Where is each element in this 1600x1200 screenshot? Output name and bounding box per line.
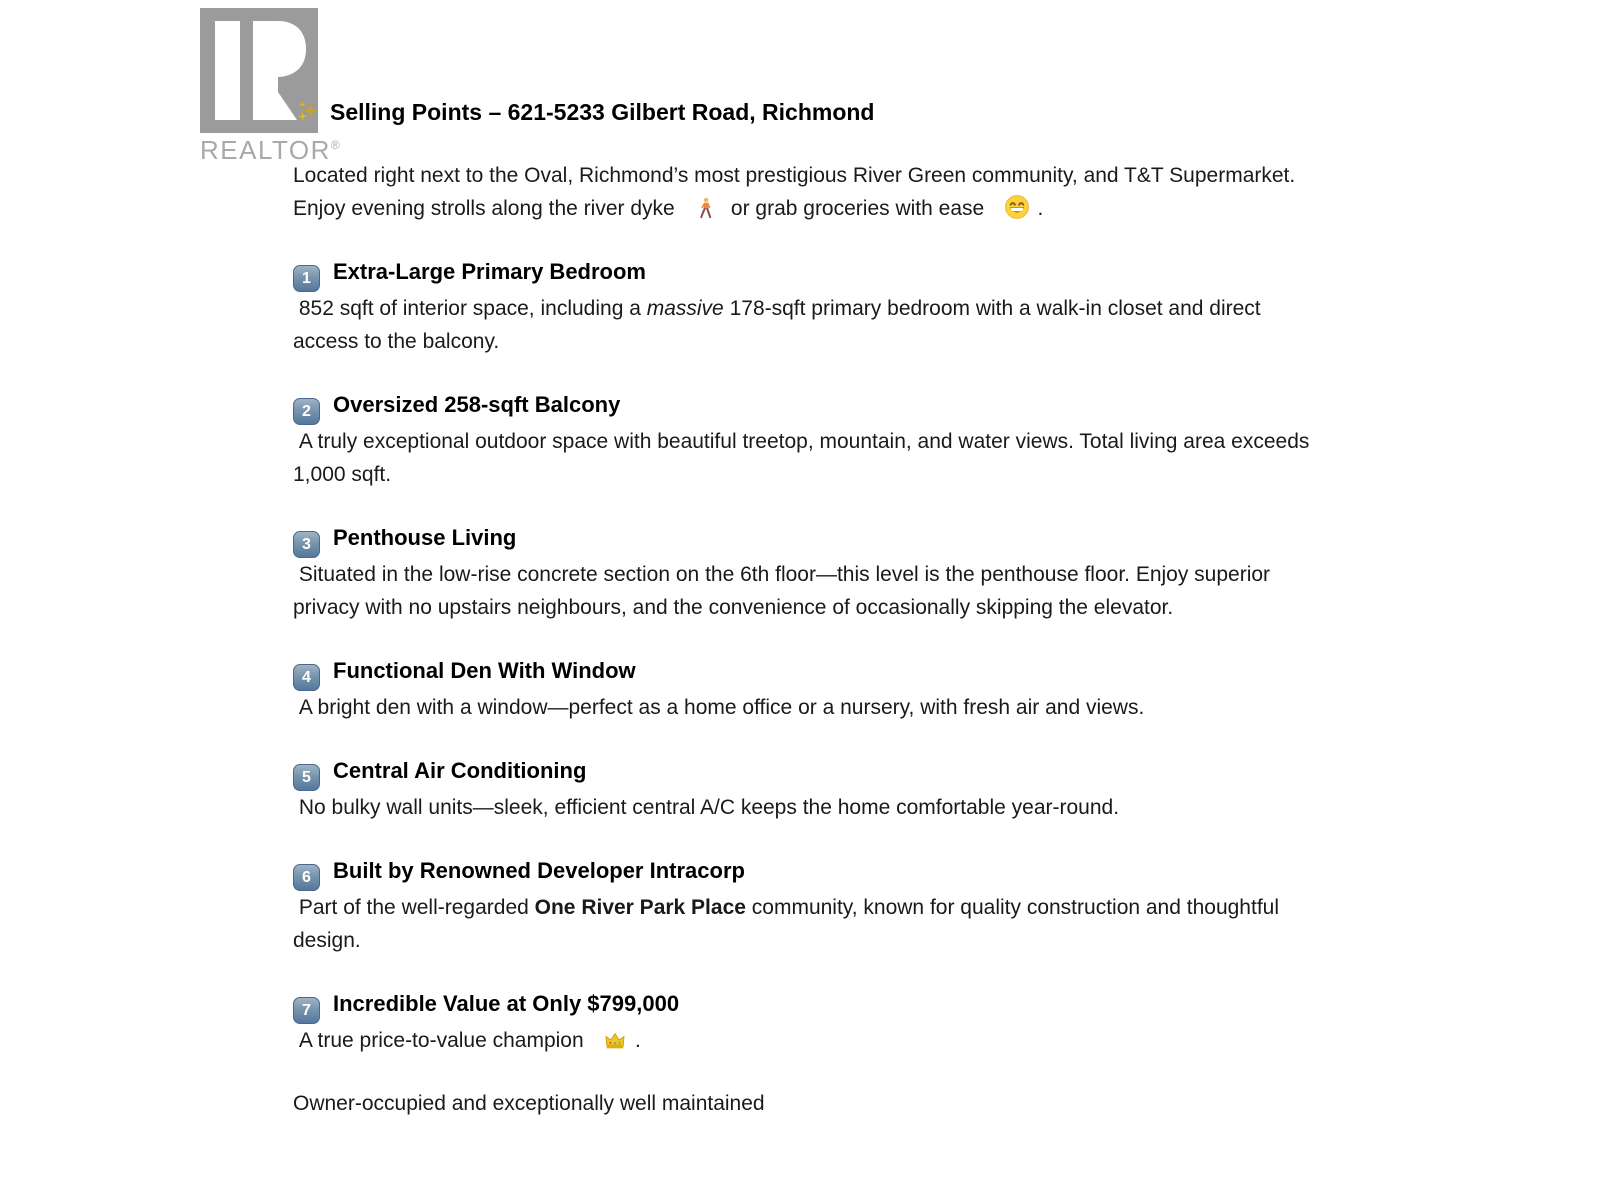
text-run: One River Park Place (534, 896, 746, 919)
selling-points-list (293, 255, 1318, 1057)
selling-point-heading (293, 854, 1318, 891)
keycap-number: 5 (302, 769, 311, 786)
intro-paragraph (293, 159, 1318, 225)
selling-point-section (293, 754, 1318, 824)
page-title (293, 96, 1318, 129)
selling-point-section (293, 854, 1318, 957)
crown-icon (592, 1028, 628, 1052)
number-keycap-icon (293, 864, 320, 891)
registered-trademark-symbol: ® (330, 138, 342, 152)
text-run: . (1031, 197, 1044, 220)
selling-point-title: Oversized 258-sqft Balcony (333, 392, 621, 417)
selling-point-heading (293, 754, 1318, 791)
selling-point-heading (293, 255, 1318, 292)
selling-point-body (293, 292, 1318, 358)
selling-point-title: Functional Den With Window (333, 658, 636, 683)
selling-point-section (293, 388, 1318, 491)
text-run: community, known for quality construction and thoughtful design. (293, 896, 1285, 952)
selling-point-body (293, 425, 1318, 491)
selling-point-title: Central Air Conditioning (333, 758, 587, 783)
selling-point-body (293, 558, 1318, 624)
grinning-face-icon (992, 194, 1030, 220)
selling-point-body (293, 891, 1318, 957)
keycap-number: 3 (302, 536, 311, 553)
selling-point-heading (293, 521, 1318, 558)
selling-point-heading (293, 987, 1318, 1024)
number-keycap-icon (293, 997, 320, 1024)
selling-point-section (293, 987, 1318, 1057)
selling-point-body (293, 691, 1318, 724)
selling-point-title: Incredible Value at Only $799,000 (333, 991, 680, 1016)
number-keycap-icon (293, 764, 320, 791)
text-run: or grab groceries with ease (719, 197, 991, 220)
keycap-number: 1 (302, 270, 311, 287)
selling-point-title: Built by Renowned Developer Intracorp (333, 858, 745, 883)
document-content (293, 96, 1318, 1120)
selling-point-heading (293, 654, 1318, 691)
keycap-number: 4 (302, 669, 311, 686)
text-run: Situated in the low-rise concrete section on the 6th floor—this level is the penthouse floor. Enjoy superior privacy with no upstairs neighbours, and the convenience of occasionally skipping the elevator. (293, 563, 1276, 619)
person-walking-icon (683, 197, 718, 220)
text-run: A truly exceptional outdoor space with beautiful treetop, mountain, and water views. Total living area exceeds 1,000 sqft. (293, 430, 1316, 486)
text-run: Located right next to the Oval, Richmond’s most prestigious River Green community, and T&T Supermarket. Enjoy evening strolls along the river dyke (293, 164, 1302, 220)
selling-point-title: Extra-Large Primary Bedroom (333, 259, 646, 284)
number-keycap-icon (293, 531, 320, 558)
keycap-number: 7 (302, 1002, 311, 1019)
selling-point-body (293, 1024, 1318, 1057)
selling-point-section (293, 521, 1318, 624)
text-run: 852 sqft of interior space, including a (293, 297, 647, 320)
closing-line: Owner-occupied and exceptionally well maintained (293, 1092, 765, 1115)
text-run: 178-sqft primary bedroom with a walk-in closet and direct access to the balcony. (293, 297, 1267, 353)
selling-point-section (293, 255, 1318, 358)
selling-point-section (293, 654, 1318, 724)
keycap-number: 2 (302, 403, 311, 420)
selling-point-title: Penthouse Living (333, 525, 517, 550)
text-run: A true price-to-value champion (293, 1029, 590, 1052)
selling-point-heading (293, 388, 1318, 425)
number-keycap-icon (293, 664, 320, 691)
text-run: No bulky wall units—sleek, efficient central A/C keeps the home comfortable year-round. (293, 796, 1120, 819)
text-run: . (629, 1029, 641, 1052)
number-keycap-icon (293, 265, 320, 292)
selling-point-body (293, 791, 1318, 824)
keycap-number: 6 (302, 869, 311, 886)
sparkles-icon (295, 98, 321, 124)
text-run: A bright den with a window—perfect as a home office or a nursery, with fresh air and views. (293, 696, 1145, 719)
page-title-text: Selling Points – 621-5233 Gilbert Road, Richmond (330, 99, 875, 125)
number-keycap-icon (293, 398, 320, 425)
text-run: massive (646, 297, 724, 320)
realtor-wordmark-text: REALTOR (200, 135, 331, 165)
text-run: Part of the well-regarded (293, 896, 535, 919)
